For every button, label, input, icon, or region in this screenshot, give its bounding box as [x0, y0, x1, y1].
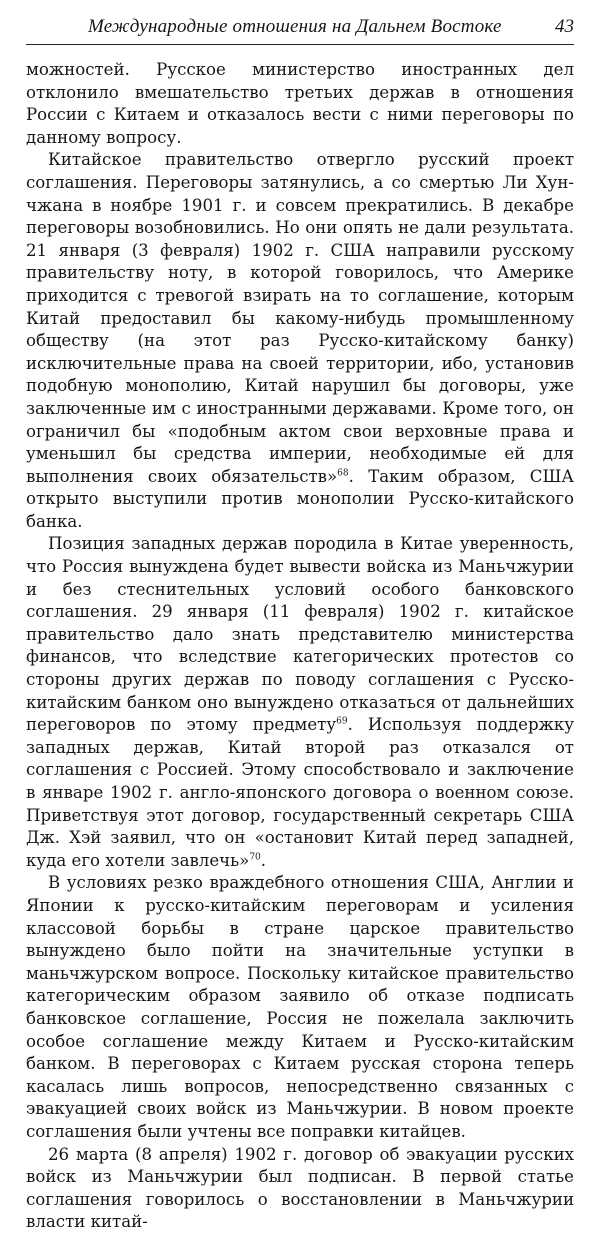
paragraph-text: . [260, 850, 267, 870]
running-title: Международные отношения на Дальнем Востоке [88, 16, 502, 37]
paragraph-text: . Таким образом, США открыто выступили против монополии Русско-китайского банка. [26, 466, 574, 531]
paragraph [26, 149, 574, 533]
paragraph-text: Позиция западных держав породила в Китае уверенность, что Россия вынуждена будет вывести войска из Маньчжурии и без стеснительных условий особого банковского соглашения. 29 января (11 февраля) 1902 г. китайское правительство дало знать представителю министерства финансов, что вследствие категорических протестов со стороны других держав по поводу соглашения с Русско-китайским банком оно вынуждено отказаться от дальнейших переговоров по этому предмету [26, 534, 574, 735]
paragraph-text: В условиях резко враждебного отношения США, Англии и Японии к русско-китайским переговорам и усиления классовой борьбы в стране царское правительство вынуждено было пойти на значительные уступки в маньчжурском вопросе. Поскольку китайское правительство категорическим образом заявило об отказе подписать банковское соглашение, Россия не пожелала заключить особое соглашение между Китаем и Русско-китайским банком. В переговорах с Китаем русская сторона теперь касалась лишь вопросов, непосредственно связанных с эвакуацией своих войск из Маньчжурии. В новом проекте соглашения были учтены все поправки китайцев. [26, 873, 574, 1141]
paragraph [26, 1144, 574, 1234]
footnote-marker: 69 [336, 716, 348, 727]
footnote-marker: 70 [249, 852, 261, 863]
page-number: 43 [555, 16, 574, 37]
footnote-marker: 68 [337, 468, 349, 479]
paragraph-text: 26 марта (8 апреля) 1902 г. договор об эвакуации русских войск из Маньчжурии был подписан. В первой статье соглашения говорилось о восстановлении в Маньчжурии власти китай- [26, 1144, 574, 1232]
paragraph [26, 533, 574, 872]
paragraph-text: можностей. Русское министерство иностранных дел отклонило вмешательство третьих держав в отношения России с Китаем и отказалось вести с ними переговоры по данному вопросу. [26, 60, 574, 147]
paragraph-text: Китайское правительство отвергло русский проект соглашения. Переговоры затянулись, а со смертью Ли Хун-чжана в ноябре 1901 г. и совсем прекратились. В декабре переговоры возобновились. Но они опять не дали результата. 21 января (3 февраля) 1902 г. США направили русскому правительству ноту, в которой говорилось, что Америке приходится с тревогой взирать на то соглашение, которым Китай предоставил бы какому-нибудь промышленному обществу (на этот раз Русско-китайскому банку) исключительные права на своей территории, ибо, установив подобную монополию, Китай нарушил бы договоры, уже заключенные им с иностранными державами. Кроме того, он ограничил бы «подобным актом свои верховные права и уменьшил бы средства империи, необходимые ей для выполнения своих обязательств» [26, 150, 574, 486]
paragraph-text: . Используя поддержку западных держав, Китай второй раз отказался от соглашения с Россией. Этому способствовало и заключение в январе 1902 г. англо-японского договора о военном союзе. Приветствуя этот договор, государственный секретарь США Дж. Хэй заявил, что он «остановит Китай перед западней, куда его хотели завлечь» [26, 715, 574, 870]
paragraph [26, 59, 574, 149]
paragraph [26, 872, 574, 1143]
body-text [26, 59, 574, 1234]
running-header [26, 14, 574, 45]
